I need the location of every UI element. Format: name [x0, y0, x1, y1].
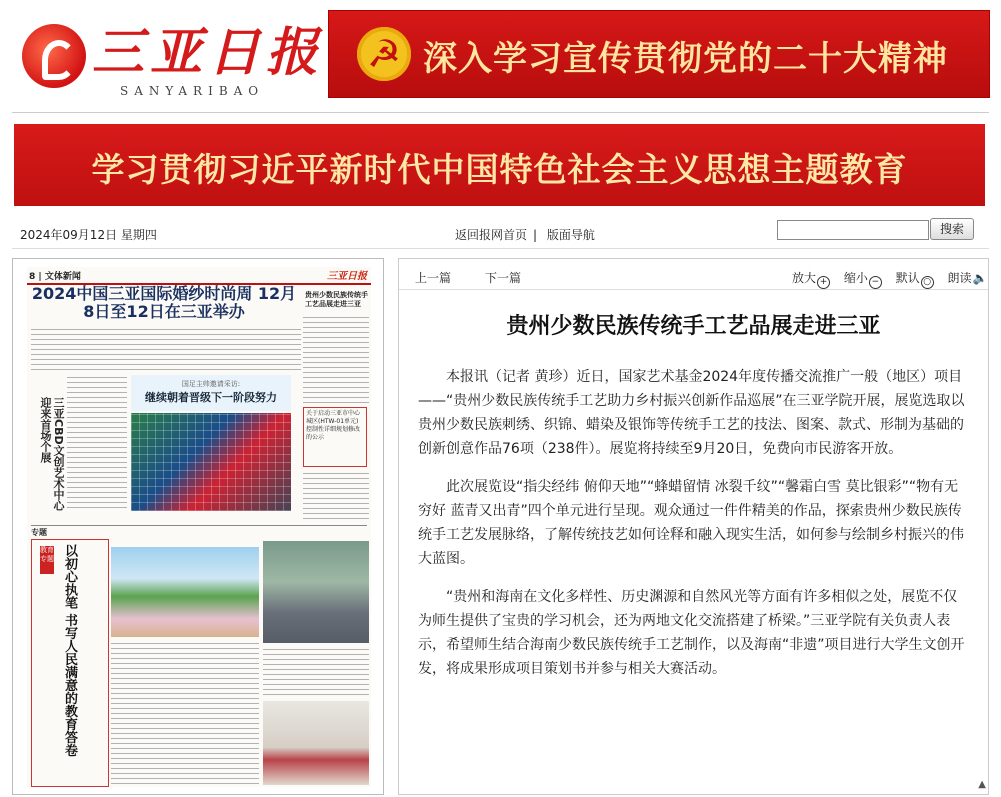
site-logo[interactable] — [22, 22, 325, 98]
minus-icon: − — [869, 276, 882, 289]
zoom-in-button[interactable] — [792, 271, 830, 285]
main-banner-text: 学习贯彻习近平新时代中国特色社会主义思想主题教育 — [91, 150, 908, 189]
newspaper-page-image[interactable] — [27, 267, 371, 787]
topic-tag: 教育专题 — [40, 546, 54, 574]
circle-icon: ○ — [921, 276, 934, 289]
text-column — [303, 471, 369, 521]
topic-vertical-headline: 以初心执笔 书写人民满意的教育答卷 — [62, 544, 77, 757]
article-panel — [398, 258, 989, 795]
search-input[interactable] — [777, 220, 929, 240]
meeting-photo — [263, 701, 369, 785]
read-aloud-label: 朗读 — [947, 271, 972, 285]
article-title: 贵州少数民族传统手工艺品展走进三亚 — [506, 314, 881, 339]
default-size-button[interactable] — [896, 271, 934, 285]
logo-subtext: SANYARIBAO — [120, 84, 265, 98]
section-label: 专题 — [31, 525, 367, 538]
nav-bar — [12, 214, 989, 249]
feature-title: 继续朝着晋级下一阶段努力 — [145, 391, 277, 404]
search-button[interactable]: 搜索 — [930, 218, 974, 240]
basketball-photo — [263, 541, 369, 643]
party-emblem-icon — [357, 27, 411, 81]
text-column — [263, 647, 369, 697]
page-vertical-headline[interactable]: 三亚CBD文创艺术中心 迎来首场个展 — [39, 397, 65, 511]
prev-article-link[interactable]: 上一篇 — [415, 271, 452, 285]
nav-links — [455, 226, 601, 243]
page-header — [27, 267, 371, 285]
zoom-out-label: 缩小 — [843, 271, 868, 285]
home-link[interactable]: 返回报网首页 — [455, 228, 528, 242]
top-banner[interactable] — [328, 10, 990, 98]
article-body — [418, 365, 968, 695]
zoom-out-button[interactable] — [844, 271, 882, 285]
logo-text: 三亚日报 — [92, 22, 325, 83]
kindergarten-photo — [111, 547, 259, 637]
scroll-up-icon[interactable]: ▲ — [978, 779, 986, 790]
main-banner[interactable] — [14, 124, 985, 206]
page-label: 8 | 文体新闻 — [29, 272, 81, 282]
text-column — [111, 641, 259, 785]
text-column — [303, 315, 369, 403]
speaker-icon: 🔈 — [972, 271, 988, 285]
article-toolbar — [399, 259, 988, 290]
top-banner-text: 深入学习宣传贯彻党的二十大精神 — [423, 39, 948, 79]
football-photo — [131, 413, 291, 511]
article-paragraph: 此次展览设“指尖经纬 俯仰天地”“蜂蜡留情 冰裂千纹”“馨霜白雪 莫比银彩”“物有无穷好 蓝青又出青”四个单元进行呈现。观众通过一件件精美的作品，探索贵州少数民族传统手工艺发展脉络，了解传统技艺如何诠释和融入现实生活，如何参与绘制乡村振兴的伟大蓝图。 — [418, 479, 964, 567]
newspaper-page-panel — [12, 258, 384, 795]
page-masthead: 三亚日报 — [327, 271, 367, 282]
article-paragraph: “贵州和海南在文化多样性、历史渊源和自然风光等方面有许多相似之处，展览不仅为师生提供了宝贵的学习机会，还为两地文化交流搭建了桥梁。”三亚学院有关负责人表示，希望师生结合海南少数民族传统手工艺制作，以及海南“非遗”项目进行大学生文创开发，将成果形成项目策划书并参与相关大赛活动。 — [418, 589, 965, 677]
public-notice[interactable]: 关于启动三亚市中心城区(HTW-01单元)控制性详细规划修改的公示 — [303, 407, 367, 467]
reading-tools — [792, 269, 988, 289]
next-article-link[interactable]: 下一篇 — [485, 271, 522, 285]
site-header — [0, 0, 1001, 110]
feature-box[interactable] — [131, 375, 291, 411]
text-column — [67, 375, 127, 511]
logo-mark-icon — [22, 24, 86, 88]
text-column — [31, 327, 301, 371]
zoom-in-label: 放大 — [792, 271, 817, 285]
article-paragraph: 本报讯（记者 黄珍）近日，国家艺术基金2024年度传播交流推广一般（地区）项目——“贵州少数民族传统手工艺助力乡村振兴创新作品巡展”在三亚学院开展，展览选取以贵州少数民族刺绣、织锦、蜡染及银饰等传统手工艺的技法、图案、款式、形制为基础的创新创意作品76项（238件）。展览将持续至9月20日，免费向市民游客开放。 — [418, 369, 965, 457]
default-size-label: 默认 — [895, 271, 920, 285]
special-topic-box[interactable] — [31, 539, 109, 787]
layout-nav-link[interactable]: 版面导航 — [546, 228, 595, 242]
issue-date: 2024年09月12日 星期四 — [20, 228, 157, 242]
feature-tag: 国足主帅邀请采访: — [181, 380, 241, 388]
page-side-title[interactable]: 贵州少数民族传统手工艺品展走进三亚 — [305, 291, 368, 308]
nav-separator: | — [533, 228, 538, 242]
read-aloud-button[interactable] — [948, 271, 988, 285]
header-divider — [12, 112, 989, 113]
page-headline[interactable]: 2024中国三亚国际婚纱时尚周 12月8日至12日在三亚举办 — [31, 284, 297, 321]
plus-icon: + — [817, 276, 830, 289]
